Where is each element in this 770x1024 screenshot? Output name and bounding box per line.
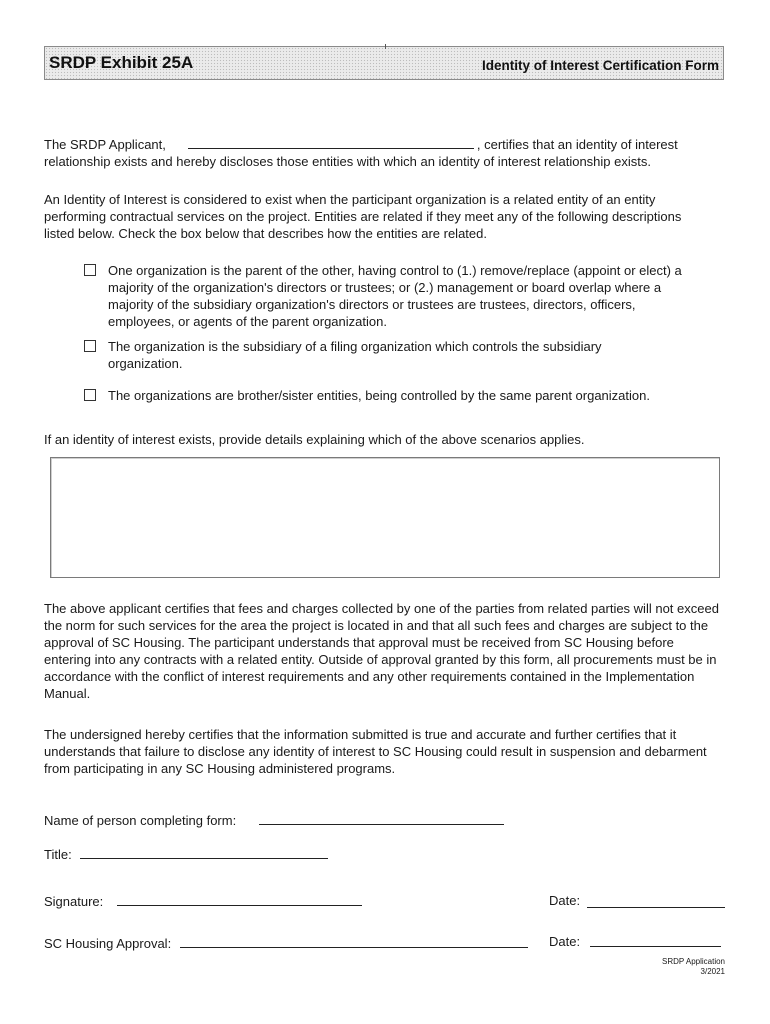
option-label: The organization is the subsidiary of a filing organization which controls the subsidiary organization. (108, 339, 602, 371)
definition-paragraph: An Identity of Interest is considered to exist when the participant organization is a related entity of an entity performing contractual services on the project. Entities are related if they meet any of the following descriptions listed below. Check the box below that describes how the entities are related. (44, 192, 682, 241)
intro-paragraph (44, 136, 734, 170)
attestation-paragraph: The undersigned hereby certifies that the information submitted is true and accurate and further certifies that it understands that failure to disclose any identity of interest to SC Housing could result in suspension and debarment from participating in any SC Housing administered programs. (44, 727, 707, 776)
page-footer (662, 957, 725, 977)
signature-field-line[interactable] (117, 905, 362, 906)
approval-field-label: SC Housing Approval: (44, 936, 172, 951)
details-prompt: If an identity of interest exists, provide details explaining which of the above scenarios applies. (44, 432, 585, 447)
exhibit-title: SRDP Exhibit 25A (49, 53, 194, 72)
option-subsidiary[interactable] (84, 338, 664, 372)
approval-date-line[interactable] (590, 946, 721, 947)
checkbox[interactable] (84, 389, 96, 401)
title-field-label: Title: (44, 847, 72, 862)
checkbox[interactable] (84, 264, 96, 276)
option-label: One organization is the parent of the other, having control to (1.) remove/replace (appoint or elect) a majority of the organization's directors or trustees; or (2.) management or board overlap where a majority of the subsidiary organization's directors or trustees are trustees, directors, officers, employees, or agents of the parent organization. (108, 263, 682, 329)
intro-suffix: , certifies that an identity of interest (476, 137, 678, 152)
date-field-line[interactable] (587, 907, 725, 908)
form-name: Identity of Interest Certification Form (481, 58, 719, 73)
date-field-label: Date: (549, 893, 581, 908)
footer-doc-name: SRDP Application (662, 957, 725, 966)
option-brother-sister[interactable] (84, 387, 694, 404)
details-textarea[interactable] (50, 457, 720, 578)
intro-prefix: The SRDP Applicant, (44, 137, 166, 152)
checkbox[interactable] (84, 340, 96, 352)
option-label: The organizations are brother/sister entities, being controlled by the same parent organization. (108, 388, 650, 403)
intro-line2: relationship exists and hereby discloses those entities with which an identity of interest relationship exists. (44, 154, 651, 169)
name-field-line[interactable] (259, 824, 504, 825)
form-header (44, 46, 724, 80)
header-divider-mark (385, 44, 386, 49)
option-parent[interactable] (84, 262, 694, 330)
approval-field-line[interactable] (180, 947, 528, 948)
certification-paragraph: The above applicant certifies that fees and charges collected by one of the parties from related parties will not exceed the norm for such services for the area the project is located in and that all such fees and charges are subject to the approval of SC Housing. The participant understands that approval must be received from SC Housing before entering into any contracts with a related entity. Outside of approval granted by this form, all procurements must be in accordance with the conflict of interest requirements and any other requirements contained in the Implementation Manual. (44, 601, 719, 701)
title-field-line[interactable] (80, 858, 328, 859)
name-field-label: Name of person completing form: (44, 813, 237, 828)
approval-date-label: Date: (549, 934, 581, 949)
signature-field-label: Signature: (44, 894, 104, 909)
applicant-name-field[interactable] (188, 136, 474, 149)
footer-revision-date: 3/2021 (700, 967, 725, 976)
